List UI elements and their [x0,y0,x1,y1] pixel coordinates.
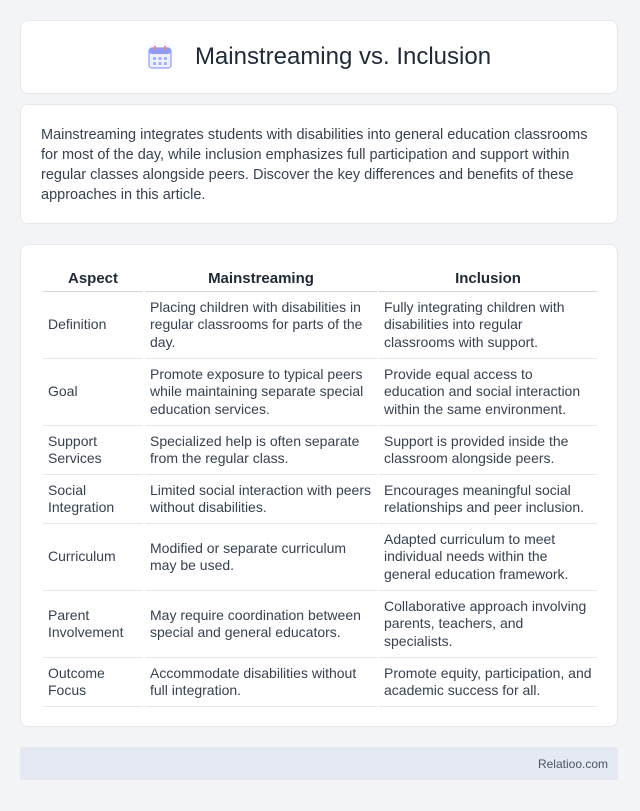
title-wrap [147,43,491,71]
aspect-cell: Goal [43,359,143,426]
mainstreaming-cell: Promote exposure to typical peers while maintaining separate special education services. [145,359,377,426]
inclusion-cell: Support is provided inside the classroom alongside peers. [379,426,597,475]
inclusion-cell: Collaborative approach involving parents, teachers, and specialists. [379,591,597,658]
mainstreaming-cell: Accommodate disabilities without full integration. [145,658,377,707]
table-row [43,591,597,658]
footer-brand-link[interactable]: Relatioo.com [537,756,608,771]
mainstreaming-cell: Placing children with disabilities in regular classrooms for parts of the day. [145,292,377,359]
header-card [20,20,618,94]
footer [20,747,618,780]
intro-text: Mainstreaming integrates students with disabilities into general education classrooms for most of the day, while inclusion emphasizes full participation and support within regular classes alongside peers. Discover the key differences and benefits of these approaches in this article. [41,127,588,203]
comparison-table [41,267,599,707]
page-title: Mainstreaming vs. Inclusion [194,43,492,70]
header-aspect: Aspect [43,267,143,292]
mainstreaming-cell: Limited social interaction with peers without disabilities. [145,475,377,524]
inclusion-cell: Fully integrating children with disabilities into regular classrooms with support. [379,292,597,359]
aspect-cell: Support Services [43,426,143,475]
mainstreaming-cell: Modified or separate curriculum may be used. [145,524,377,591]
header-inclusion: Inclusion [379,267,597,292]
inclusion-cell: Promote equity, participation, and academic success for all. [379,658,597,707]
calendar-icon [147,44,173,70]
table-card [20,244,618,727]
table-row [43,658,597,707]
inclusion-cell: Encourages meaningful social relationships and peer inclusion. [379,475,597,524]
aspect-cell: Outcome Focus [43,658,143,707]
table-row [43,524,597,591]
aspect-cell: Definition [43,292,143,359]
table-row [43,426,597,475]
header-mainstreaming: Mainstreaming [145,267,377,292]
mainstreaming-cell: Specialized help is often separate from the regular class. [145,426,377,475]
intro-card [20,104,618,224]
inclusion-cell: Provide equal access to education and social interaction within the same environment. [379,359,597,426]
table-row [43,359,597,426]
inclusion-cell: Adapted curriculum to meet individual needs within the general education framework. [379,524,597,591]
table-row [43,292,597,359]
table-header-row [43,267,597,292]
mainstreaming-cell: May require coordination between special and general educators. [145,591,377,658]
aspect-cell: Social Integration [43,475,143,524]
aspect-cell: Curriculum [43,524,143,591]
table-row [43,475,597,524]
aspect-cell: Parent Involvement [43,591,143,658]
